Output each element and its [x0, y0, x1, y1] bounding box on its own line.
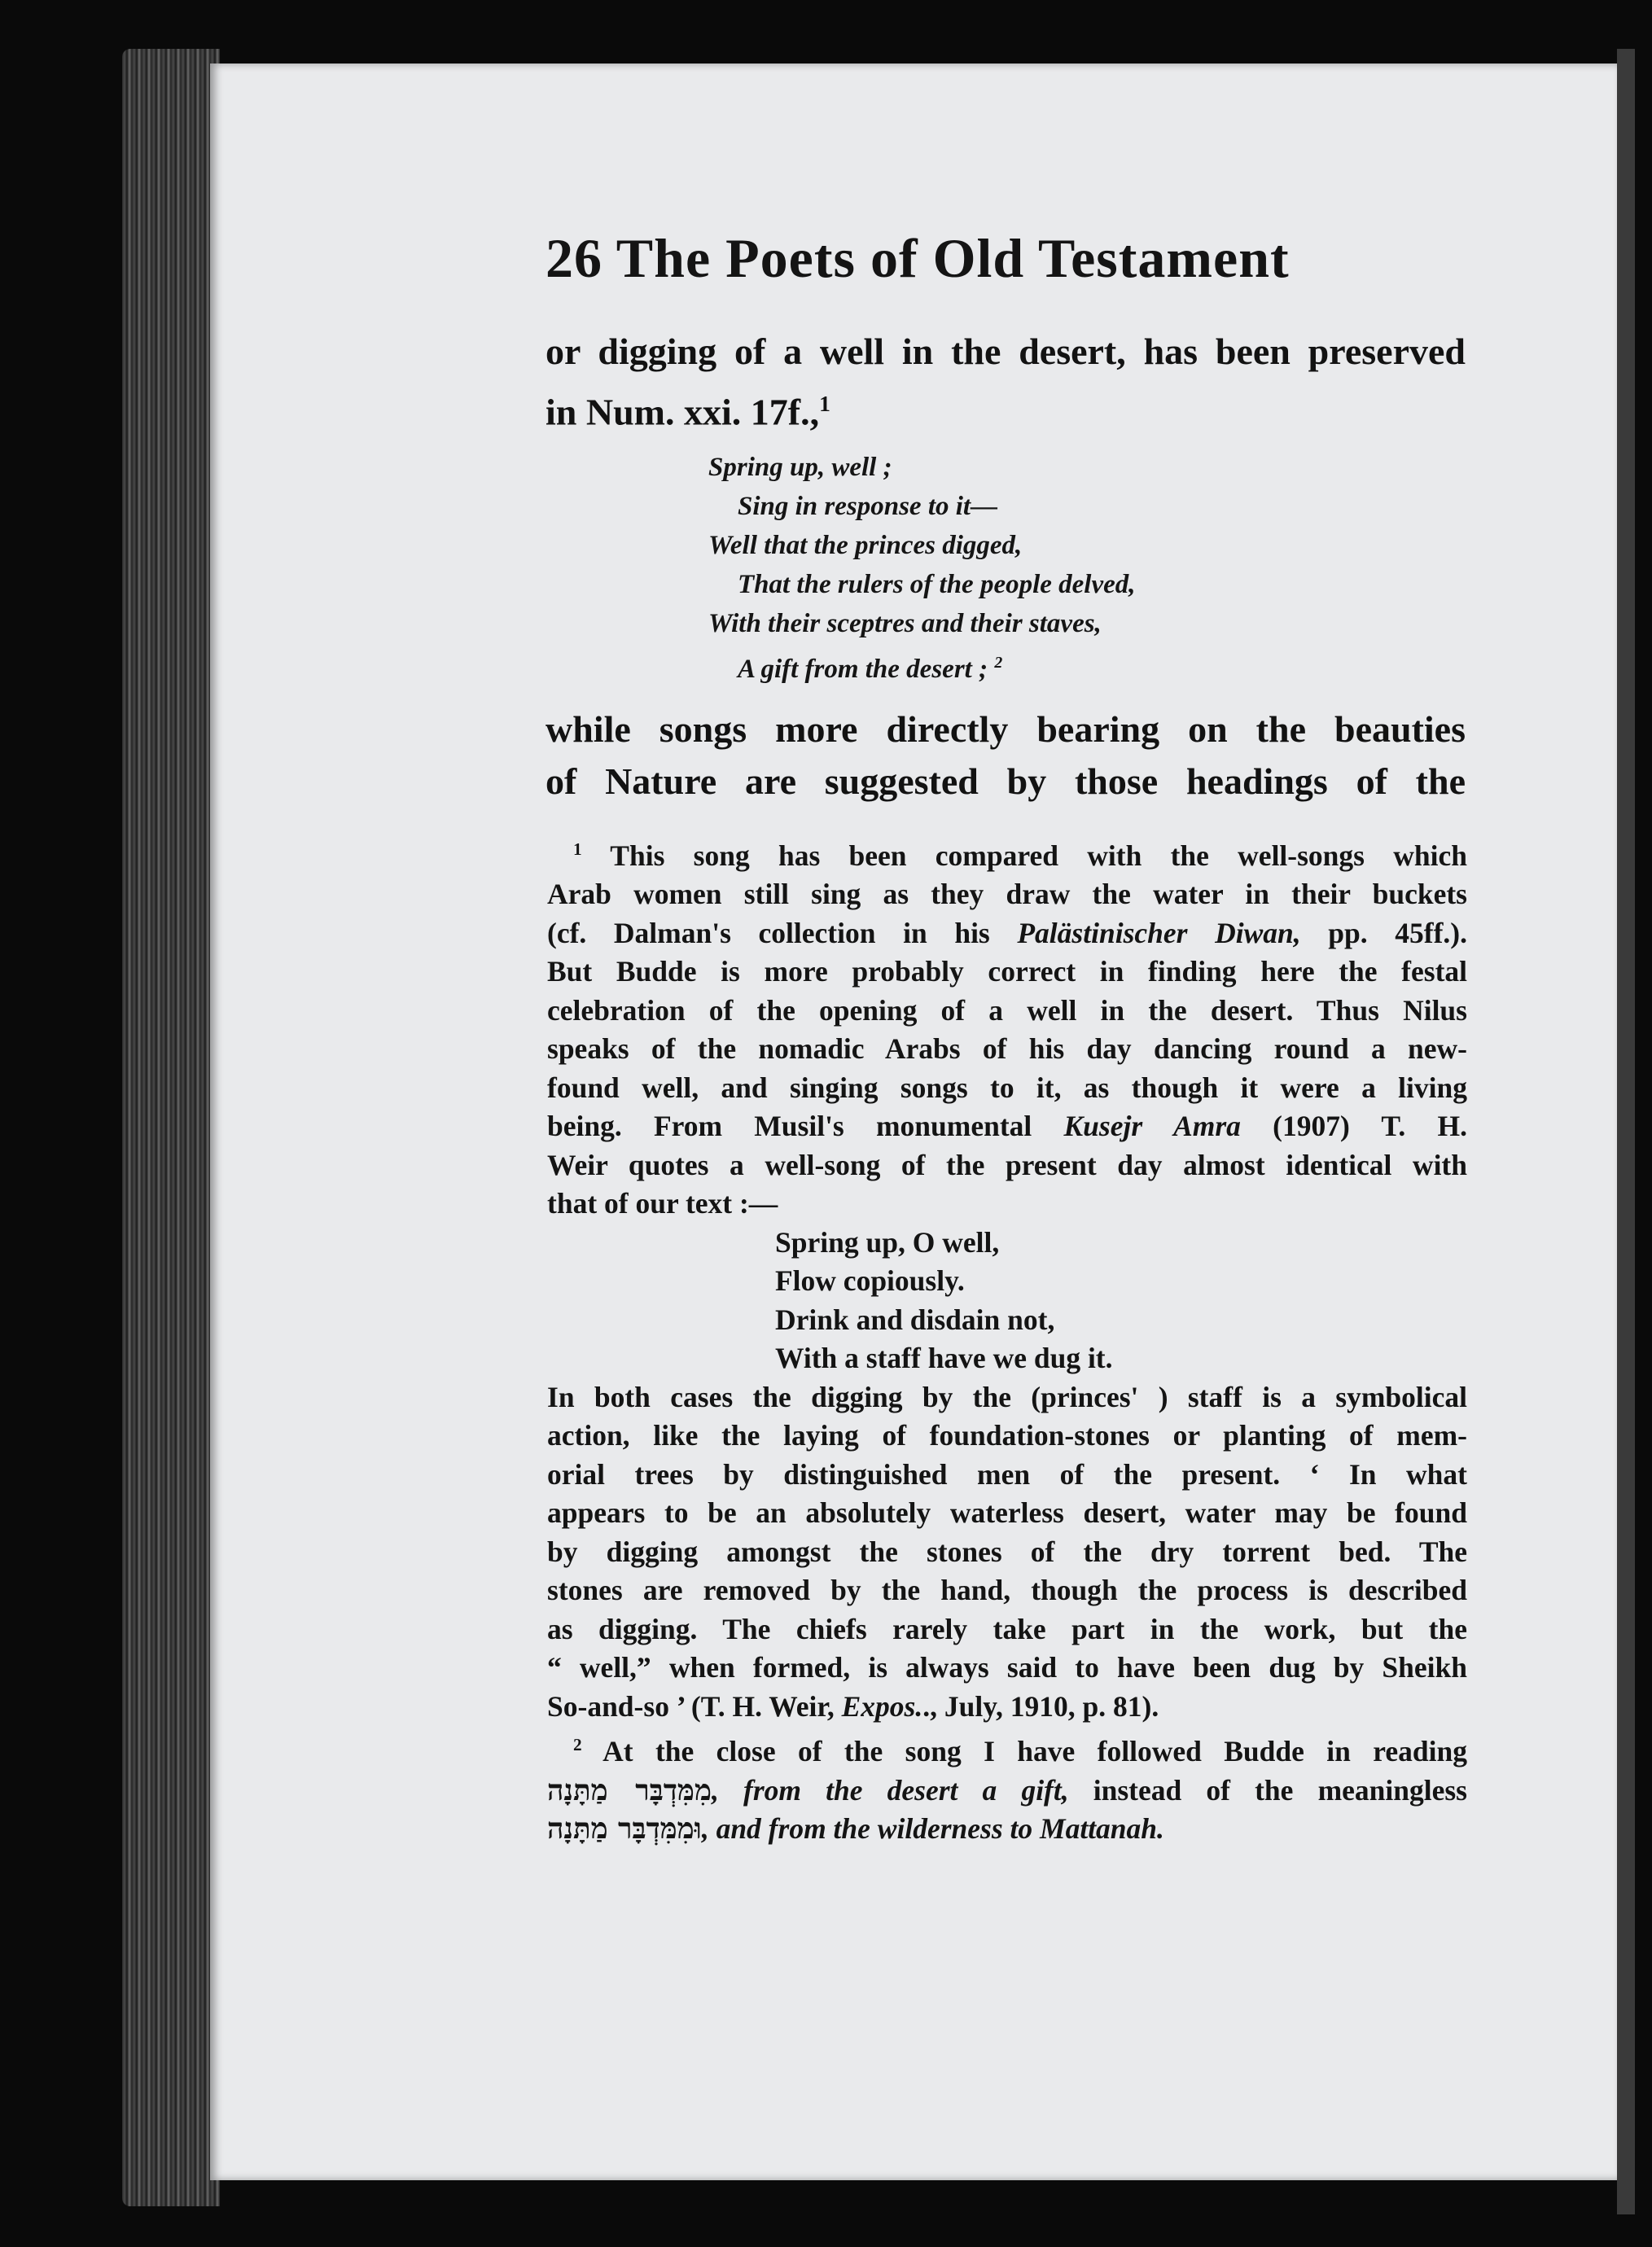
footnote-text: ., July, 1910, p. 81).: [922, 1689, 1159, 1723]
footnote-text: pp. 45ff.).: [1300, 916, 1467, 949]
scan-edge-strip: [1617, 49, 1635, 2214]
footnote-text: (1907) T. H.: [1240, 1110, 1467, 1143]
footnote-text: This song has been compared with the well-songs which: [610, 839, 1467, 872]
footnote-italic-text: , from the desert a gift,: [712, 1773, 1069, 1807]
footnote-line: Weir quotes a well-song of the present day almost identical with: [547, 1148, 1467, 1181]
footnote-mark: 2: [573, 1735, 582, 1755]
footnote-line: stones are removed by the hand, though the process is described: [547, 1574, 1467, 1607]
footnote-line: Arab women still sing as they draw the water in their buckets: [547, 878, 1467, 911]
body-line: or digging of a well in the desert, has been preserved: [546, 331, 1466, 372]
footnote-text: So-and-so ’ (T. H. Weir,: [547, 1689, 842, 1723]
footnote-line: appears to be an absolutely waterless desert, water may be found: [547, 1496, 1467, 1530]
book-page-edges: [122, 49, 220, 2206]
footnote-text: (cf. Dalman's collection in his: [547, 916, 1018, 949]
footnote-text: instead of the meaningless: [1068, 1773, 1467, 1807]
footnote-italic-title: Expos.: [841, 1689, 923, 1723]
footnote-line: In both cases the digging by the (princes' ) staff is a symbolical: [547, 1380, 1467, 1413]
footnote-line: [547, 830, 1467, 875]
footnote-line: [547, 914, 1467, 953]
footnote-verse-line: Spring up, O well,: [775, 1225, 1000, 1259]
verse-line: Sing in response to it—: [738, 492, 998, 522]
footnote-ref-mark: 1: [819, 391, 830, 416]
footnote-line: by digging amongst the stones of the dry torrent bed. The: [547, 1535, 1467, 1568]
footnote-italic-title: Palästinischer Diwan,: [1017, 916, 1301, 949]
footnote-line: [547, 1107, 1467, 1146]
footnote-line: [547, 1772, 1467, 1811]
footnote-ref-mark: 2: [994, 654, 1003, 672]
footnote-line: that of our text :—: [547, 1187, 778, 1220]
verse-line-text: A gift from the desert ;: [738, 655, 988, 685]
footnote-line: “ well,” when formed, is always said to have been dug by Sheikh: [547, 1651, 1467, 1684]
footnote-line: action, like the laying of foundation-stones or planting of mem-: [547, 1419, 1467, 1452]
body-line-text: in Num. xxi. 17f.,: [546, 391, 820, 433]
footnote-line: orial trees by distinguished men of the present. ‘ In what: [547, 1457, 1467, 1491]
footnotes: [547, 830, 1467, 1849]
footnote-verse: [547, 1224, 1467, 1378]
footnote-text: being. From Musil's monumental: [547, 1110, 1064, 1143]
footnote-line: [547, 1810, 1467, 1849]
body-line: while songs more directly bearing on the beauties: [546, 708, 1466, 751]
footnote-verse-line: Drink and disdain not,: [775, 1303, 1055, 1336]
verse-line: With their sceptres and their staves,: [708, 609, 1102, 639]
footnote-line: [547, 1726, 1467, 1771]
footnote-line: [547, 1688, 1467, 1727]
poem-verse: [546, 448, 1466, 689]
body-line: [546, 378, 1466, 438]
verse-line: Well that the princes digged,: [708, 531, 1023, 561]
main-text: [546, 326, 1466, 808]
footnote-verse-line: Flow copiously.: [775, 1264, 965, 1298]
footnote-line: speaks of the nomadic Arabs of his day dancing round a new-: [547, 1032, 1467, 1066]
verse-line: That the rulers of the people delved,: [738, 570, 1136, 600]
running-head: 26 The Poets of Old Testament: [546, 227, 1290, 289]
verse-line: [708, 643, 1466, 689]
footnote-line: But Budde is more probably correct in finding here the festal: [547, 955, 1467, 988]
footnote-line: celebration of the opening of a well in the desert. Thus Nilus: [547, 993, 1467, 1027]
footnote-line: found well, and singing songs to it, as though it were a living: [547, 1071, 1467, 1104]
hebrew-phrase: וּמִמִּדְבָּר מַתָּנָה: [547, 1812, 702, 1846]
footnote-text: At the close of the song I have followed Budde in reading: [603, 1735, 1468, 1768]
footnote-verse-line: With a staff have we dug it.: [775, 1342, 1113, 1375]
footnote-italic-title: Kusejr Amra: [1063, 1110, 1241, 1143]
footnote-italic-text: , and from the wilderness to Mattanah.: [701, 1812, 1164, 1846]
footnote-line: as digging. The chiefs rarely take part in the work, but the: [547, 1612, 1467, 1645]
footnote-mark: 1: [573, 839, 582, 859]
hebrew-phrase: מִמִּדְבָּר מַתָּנָה: [547, 1773, 712, 1807]
verse-line: Spring up, well ;: [708, 453, 892, 483]
body-line: of Nature are suggested by those headings of the: [546, 760, 1466, 803]
